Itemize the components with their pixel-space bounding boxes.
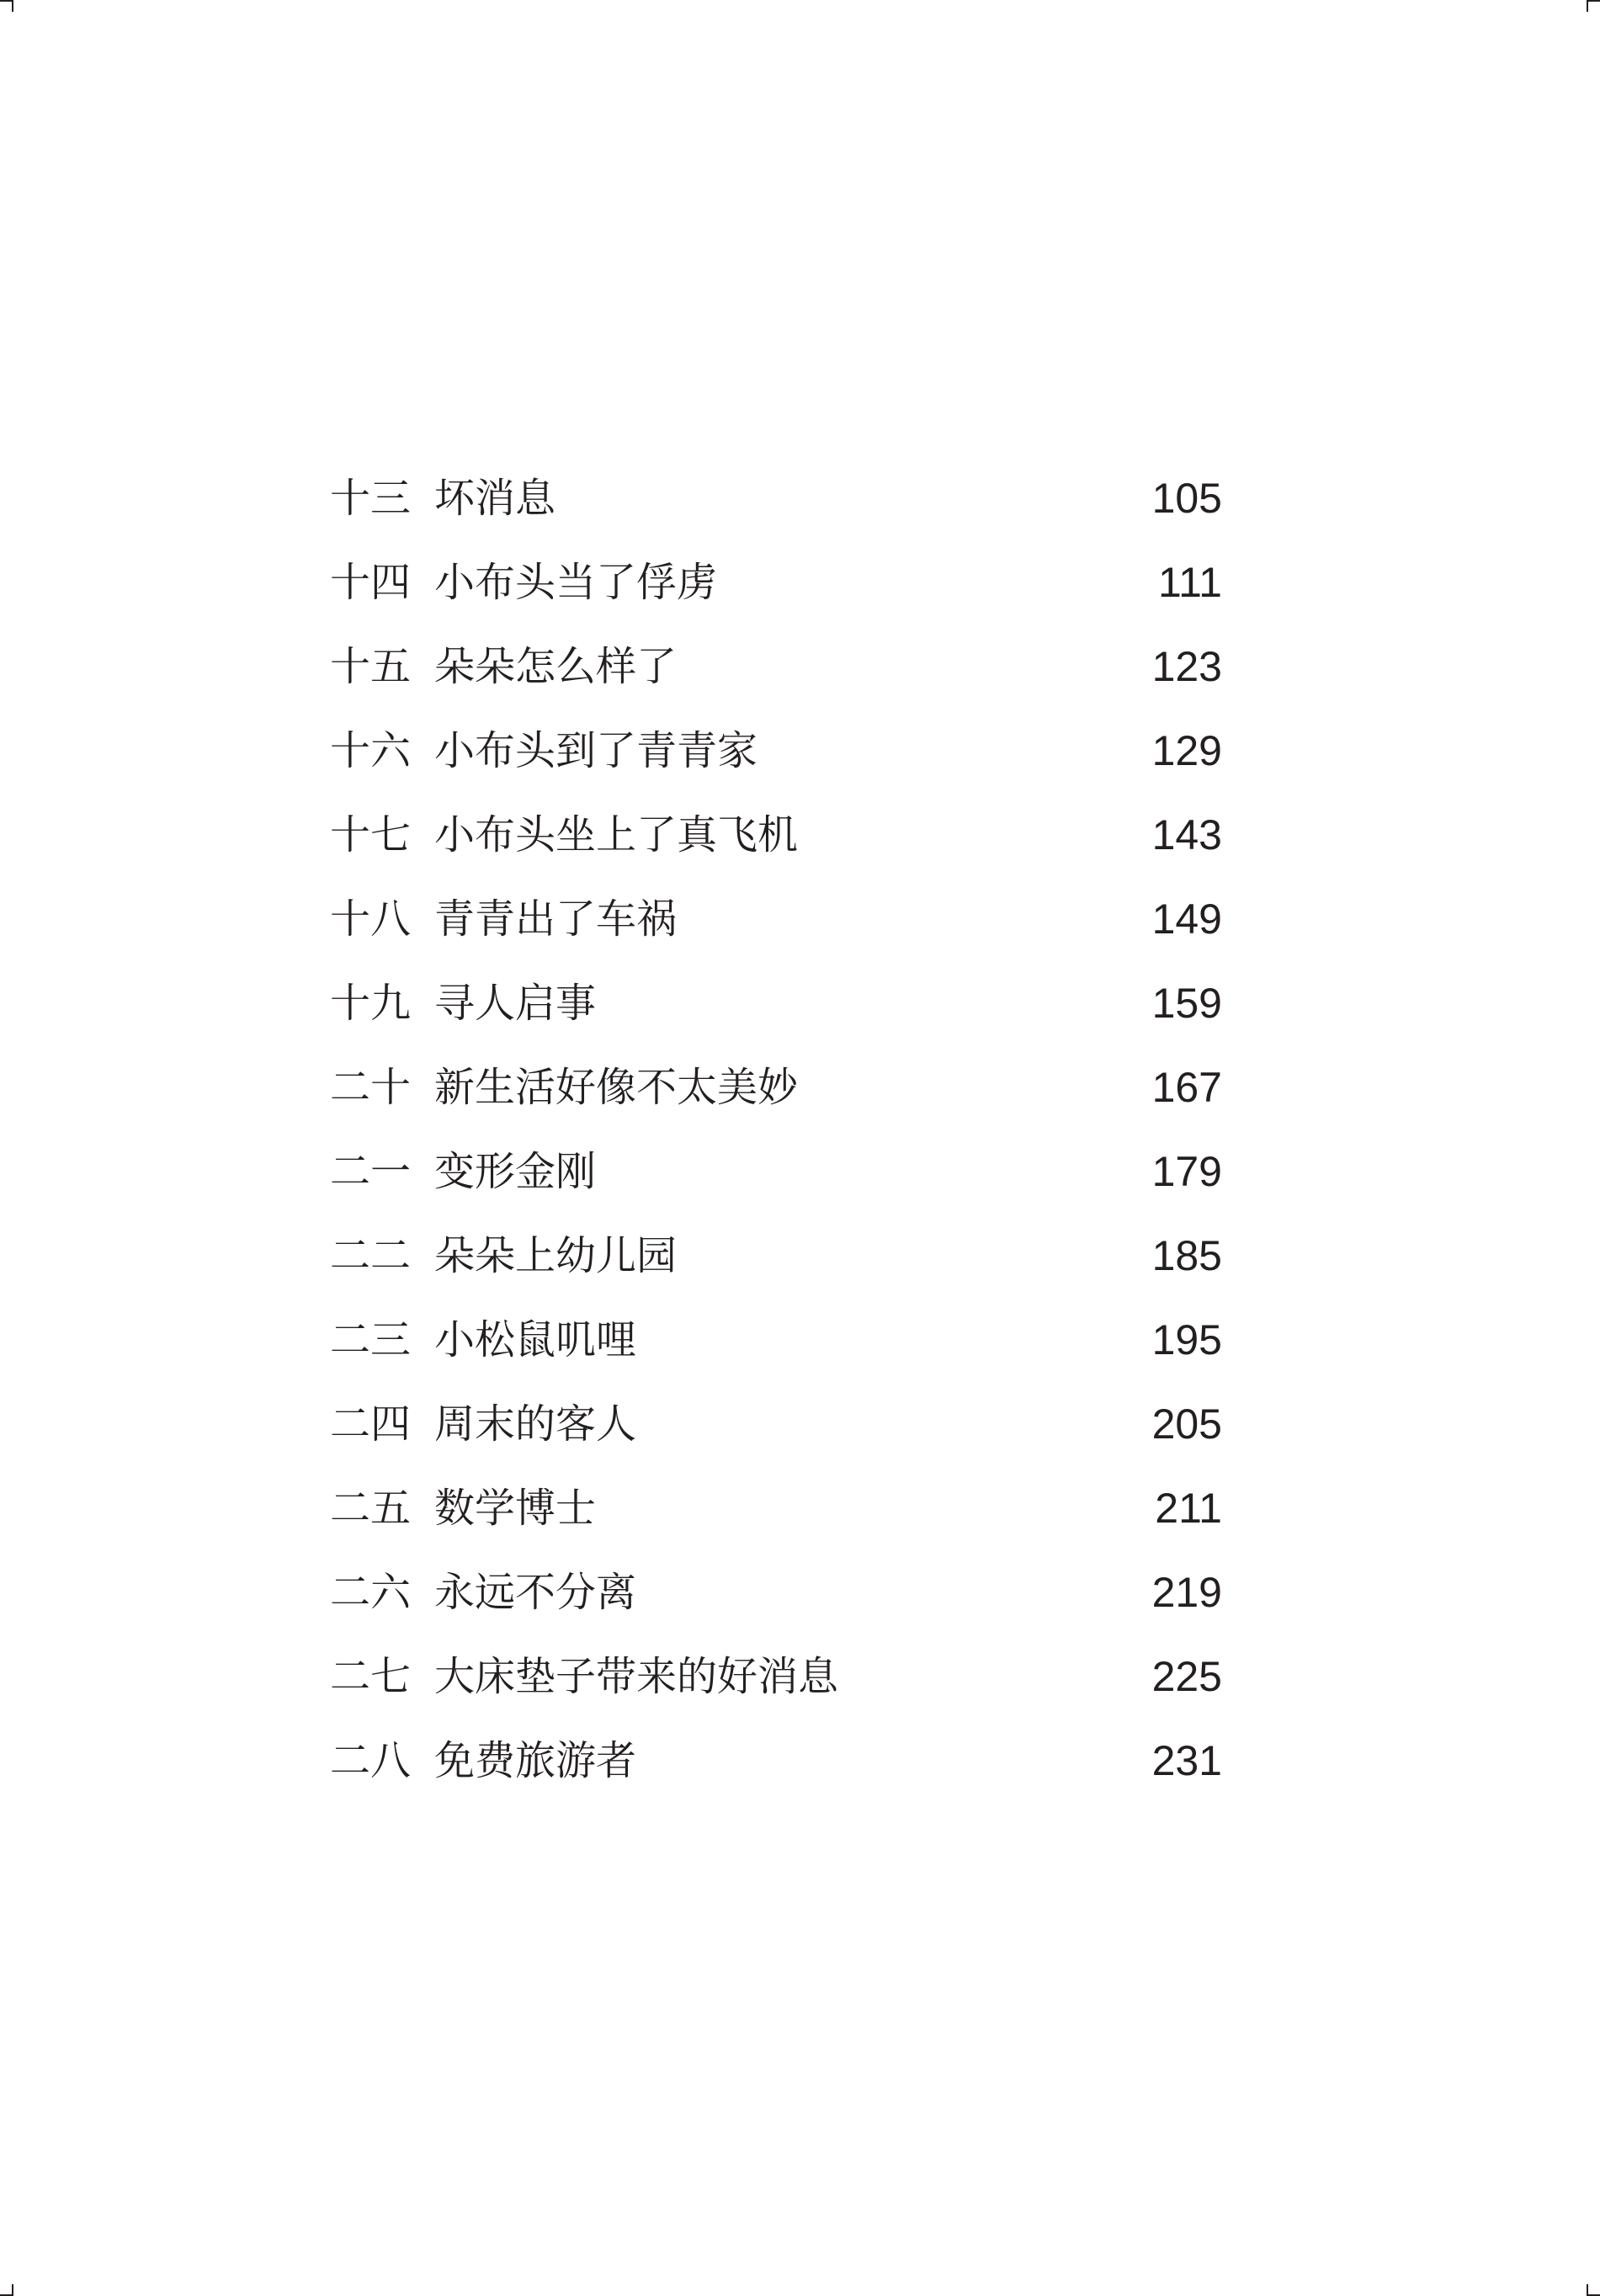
chapter-title: 寻人启事 — [434, 980, 597, 1027]
toc-entry[interactable] — [330, 1727, 1222, 1811]
page-number: 159 — [1151, 980, 1222, 1027]
chapter-title: 新生活好像不太美妙 — [434, 1064, 799, 1111]
chapter-title: 免费旅游者 — [434, 1737, 637, 1784]
page-number: 211 — [1155, 1485, 1222, 1532]
crop-mark-top-left-vertical — [12, 0, 13, 12]
page-number: 225 — [1151, 1653, 1222, 1700]
chapter-number: 二一 — [330, 1148, 412, 1195]
page-number: 129 — [1151, 727, 1222, 774]
toc-entry[interactable] — [330, 1054, 1222, 1138]
toc-entry[interactable] — [330, 1390, 1222, 1475]
page-number: 185 — [1151, 1232, 1222, 1279]
chapter-title: 小松鼠叽哩 — [434, 1316, 637, 1363]
chapter-title: 朵朵怎么样了 — [434, 643, 678, 690]
table-of-contents — [330, 465, 1222, 1811]
chapter-number: 二七 — [330, 1653, 412, 1700]
chapter-title: 小布头到了青青家 — [434, 727, 758, 774]
chapter-number: 二三 — [330, 1316, 412, 1363]
chapter-title: 朵朵上幼儿园 — [434, 1232, 678, 1279]
crop-mark-top-right-horizontal — [1588, 0, 1600, 2]
page-number: 149 — [1151, 896, 1222, 943]
chapter-number: 二四 — [330, 1400, 412, 1448]
chapter-number: 二十 — [330, 1064, 412, 1111]
chapter-number: 二六 — [330, 1569, 412, 1616]
chapter-number: 二八 — [330, 1737, 412, 1784]
toc-entry[interactable] — [330, 970, 1222, 1054]
chapter-number: 十八 — [330, 896, 412, 943]
chapter-title: 数学博士 — [434, 1485, 597, 1532]
crop-mark-bottom-right-vertical — [1587, 2284, 1588, 2296]
page-number: 143 — [1151, 811, 1222, 858]
toc-entry[interactable] — [330, 1138, 1222, 1222]
chapter-title: 周末的客人 — [434, 1400, 637, 1448]
crop-mark-top-left-horizontal — [0, 0, 12, 2]
chapter-title: 变形金刚 — [434, 1148, 597, 1195]
page-number: 205 — [1151, 1400, 1222, 1448]
page-number: 179 — [1151, 1148, 1222, 1195]
crop-mark-top-right-vertical — [1587, 0, 1588, 12]
toc-entry[interactable] — [330, 549, 1222, 633]
page-number: 219 — [1151, 1569, 1222, 1616]
chapter-title: 坏消息 — [434, 475, 556, 522]
chapter-number: 十九 — [330, 980, 412, 1027]
toc-entry[interactable] — [330, 1222, 1222, 1306]
chapter-title: 小布头坐上了真飞机 — [434, 811, 799, 858]
chapter-number: 十七 — [330, 811, 412, 858]
toc-entry[interactable] — [330, 717, 1222, 801]
chapter-number: 十六 — [330, 727, 412, 774]
chapter-title: 大床垫子带来的好消息 — [434, 1653, 839, 1700]
chapter-number: 二五 — [330, 1485, 412, 1532]
toc-entry[interactable] — [330, 1306, 1222, 1390]
page-number: 195 — [1151, 1316, 1222, 1363]
chapter-number: 十五 — [330, 643, 412, 690]
chapter-title: 青青出了车祸 — [434, 896, 678, 943]
toc-entry[interactable] — [330, 1559, 1222, 1643]
chapter-number: 十三 — [330, 475, 412, 522]
chapter-number: 二二 — [330, 1232, 412, 1279]
page-number: 105 — [1151, 475, 1222, 522]
crop-mark-bottom-left-vertical — [12, 2284, 13, 2296]
toc-entry[interactable] — [330, 633, 1222, 717]
page-number: 231 — [1151, 1737, 1222, 1784]
toc-entry[interactable] — [330, 465, 1222, 549]
page-number: 167 — [1151, 1064, 1222, 1111]
toc-entry[interactable] — [330, 1643, 1222, 1727]
toc-entry[interactable] — [330, 1475, 1222, 1559]
chapter-number: 十四 — [330, 559, 412, 606]
page-number: 111 — [1157, 559, 1222, 606]
page-number: 123 — [1151, 643, 1222, 690]
chapter-title: 永远不分离 — [434, 1569, 637, 1616]
toc-entry[interactable] — [330, 801, 1222, 885]
chapter-title: 小布头当了俘虏 — [434, 559, 718, 606]
toc-entry[interactable] — [330, 885, 1222, 970]
